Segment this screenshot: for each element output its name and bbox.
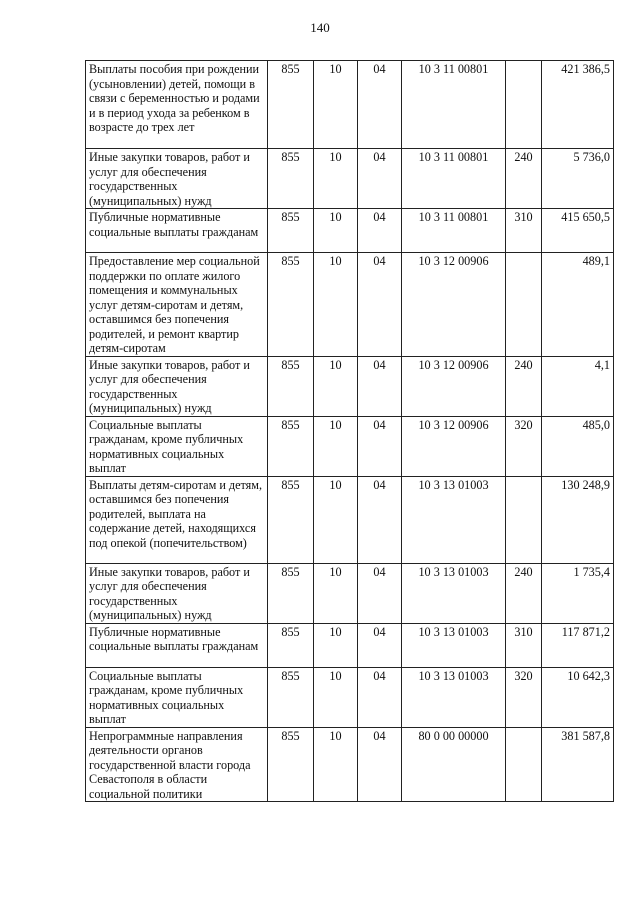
amount: 10 642,3: [542, 667, 614, 727]
expense-type-code: [506, 727, 542, 802]
expense-type-code: 320: [506, 667, 542, 727]
expense-type-code: 240: [506, 356, 542, 416]
subsection-code: 04: [358, 61, 402, 149]
table-row: [86, 727, 614, 802]
amount: 421 386,5: [542, 61, 614, 149]
amount: 1 735,4: [542, 563, 614, 623]
row-name: Иные закупки товаров, работ и услуг для обеспечения государственных (муниципальных) нужд: [86, 356, 268, 416]
expense-type-code: 240: [506, 563, 542, 623]
expense-type-code: [506, 253, 542, 357]
amount: 130 248,9: [542, 476, 614, 563]
ministry-code: 855: [268, 253, 314, 357]
table-row: [86, 667, 614, 727]
amount: 489,1: [542, 253, 614, 357]
target-article-code: 10 3 12 00906: [402, 356, 506, 416]
target-article-code: 10 3 11 00801: [402, 149, 506, 209]
row-name: Иные закупки товаров, работ и услуг для обеспечения государственных (муниципальных) нужд: [86, 563, 268, 623]
row-name: Социальные выплаты гражданам, кроме публичных нормативных социальных выплат: [86, 667, 268, 727]
target-article-code: 10 3 13 01003: [402, 476, 506, 563]
amount: 4,1: [542, 356, 614, 416]
section-code: 10: [314, 149, 358, 209]
subsection-code: 04: [358, 356, 402, 416]
section-code: 10: [314, 61, 358, 149]
target-article-code: 10 3 13 01003: [402, 563, 506, 623]
row-name: Социальные выплаты гражданам, кроме публичных нормативных социальных выплат: [86, 416, 268, 476]
table-row: [86, 356, 614, 416]
row-name: Иные закупки товаров, работ и услуг для обеспечения государственных (муниципальных) нужд: [86, 149, 268, 209]
ministry-code: 855: [268, 356, 314, 416]
ministry-code: 855: [268, 416, 314, 476]
amount: 5 736,0: [542, 149, 614, 209]
ministry-code: 855: [268, 667, 314, 727]
ministry-code: 855: [268, 61, 314, 149]
expense-type-code: [506, 476, 542, 563]
page-number: 140: [310, 20, 330, 35]
ministry-code: 855: [268, 727, 314, 802]
ministry-code: 855: [268, 623, 314, 667]
expense-type-code: 310: [506, 209, 542, 253]
subsection-code: 04: [358, 253, 402, 357]
subsection-code: 04: [358, 623, 402, 667]
expense-type-code: 240: [506, 149, 542, 209]
table-row: [86, 563, 614, 623]
table-row: [86, 149, 614, 209]
row-name: Выплаты детям-сиротам и детям, оставшимся без попечения родителей, выплата на содержание детей, находящихся под опекой (попечительством): [86, 476, 268, 563]
section-code: 10: [314, 667, 358, 727]
row-name: Непрограммные направления деятельности органов государственной власти города Севастополя в области социальной политики: [86, 727, 268, 802]
table-row: [86, 209, 614, 253]
expense-type-code: [506, 61, 542, 149]
table-row: [86, 623, 614, 667]
row-name: Публичные нормативные социальные выплаты гражданам: [86, 209, 268, 253]
subsection-code: 04: [358, 476, 402, 563]
section-code: 10: [314, 416, 358, 476]
subsection-code: 04: [358, 416, 402, 476]
subsection-code: 04: [358, 667, 402, 727]
table-row: [86, 61, 614, 149]
target-article-code: 10 3 12 00906: [402, 253, 506, 357]
section-code: 10: [314, 253, 358, 357]
ministry-code: 855: [268, 563, 314, 623]
ministry-code: 855: [268, 476, 314, 563]
section-code: 10: [314, 209, 358, 253]
subsection-code: 04: [358, 209, 402, 253]
amount: 117 871,2: [542, 623, 614, 667]
target-article-code: 10 3 12 00906: [402, 416, 506, 476]
amount: 485,0: [542, 416, 614, 476]
amount: 415 650,5: [542, 209, 614, 253]
row-name: Выплаты пособия при рождении (усыновлении) детей, помощи в связи с беременностью и родами и в период ухода за ребенком в возрасте до трех лет: [86, 61, 268, 149]
ministry-code: 855: [268, 149, 314, 209]
target-article-code: 10 3 11 00801: [402, 209, 506, 253]
section-code: 10: [314, 476, 358, 563]
section-code: 10: [314, 623, 358, 667]
subsection-code: 04: [358, 563, 402, 623]
row-name: Предоставление мер социальной поддержки по оплате жилого помещения и коммунальных услуг детям-сиротам и детям, оставшимся без попечения родителей, и ремонт квартир детям-сиротам: [86, 253, 268, 357]
subsection-code: 04: [358, 727, 402, 802]
target-article-code: 10 3 13 01003: [402, 667, 506, 727]
table-row: [86, 476, 614, 563]
target-article-code: 10 3 13 01003: [402, 623, 506, 667]
table-row: [86, 253, 614, 357]
row-name: Публичные нормативные социальные выплаты гражданам: [86, 623, 268, 667]
amount: 381 587,8: [542, 727, 614, 802]
expense-type-code: 320: [506, 416, 542, 476]
subsection-code: 04: [358, 149, 402, 209]
section-code: 10: [314, 563, 358, 623]
section-code: 10: [314, 356, 358, 416]
target-article-code: 10 3 11 00801: [402, 61, 506, 149]
section-code: 10: [314, 727, 358, 802]
expense-type-code: 310: [506, 623, 542, 667]
target-article-code: 80 0 00 00000: [402, 727, 506, 802]
table-row: [86, 416, 614, 476]
budget-table: [85, 60, 614, 802]
ministry-code: 855: [268, 209, 314, 253]
